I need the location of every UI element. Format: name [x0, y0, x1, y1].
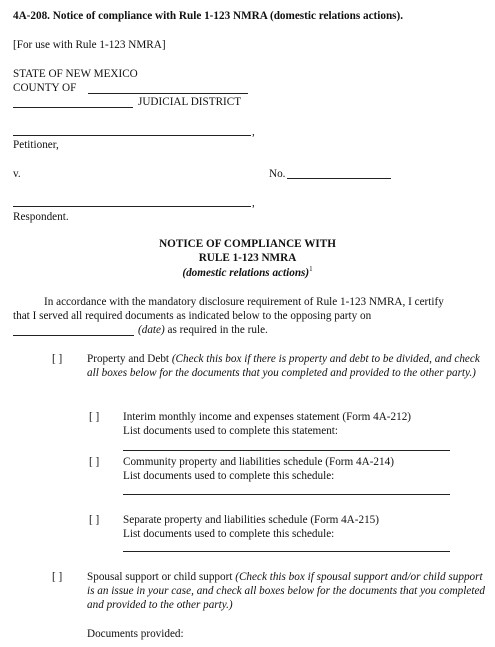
- property-debt-label: Property and Debt: [87, 353, 170, 365]
- case-number-blank[interactable]: [287, 178, 391, 179]
- state-label: STATE OF NEW MEXICO: [13, 68, 138, 80]
- use-note: [For use with Rule 1-123 NMRA]: [13, 39, 166, 51]
- income-expenses-checkbox[interactable]: [ ]: [89, 411, 100, 423]
- income-expenses-sub: List documents used to complete this statement:: [123, 425, 339, 437]
- service-date-blank[interactable]: [13, 335, 134, 336]
- community-property-title: Community property and liabilities schedule (Form 4A-214): [123, 456, 394, 468]
- form-heading: 4A-208. Notice of compliance with Rule 1-123 NMRA (domestic relations actions).: [13, 10, 404, 22]
- notice-title-line1: NOTICE OF COMPLIANCE WITH: [159, 238, 336, 250]
- separate-property-title: Separate property and liabilities schedule (Form 4A-215): [123, 514, 379, 526]
- separate-property-blank[interactable]: [123, 551, 450, 552]
- notice-title-line2: RULE 1-123 NMRA: [198, 252, 297, 264]
- support-note: (Check this box if spousal support and/or child support is an issue in your case, and check all boxes below for the documents that you completed and provided to the other party.): [87, 571, 486, 611]
- certify-line1: In accordance with the mandatory disclosure requirement of Rule 1-123 NMRA, I certify: [44, 296, 444, 308]
- date-suffix: as required in the rule.: [167, 324, 268, 336]
- respondent-comma: ,: [252, 197, 255, 209]
- petitioner-label: Petitioner,: [13, 139, 59, 151]
- community-property-checkbox[interactable]: [ ]: [89, 456, 100, 468]
- county-label: COUNTY OF: [13, 82, 77, 94]
- petitioner-blank[interactable]: [13, 135, 251, 136]
- separate-property-sub: List documents used to complete this schedule:: [123, 528, 335, 540]
- versus-label: v.: [13, 168, 21, 180]
- notice-subtitle: (domestic relations actions): [182, 267, 310, 279]
- property-debt-note: (Check this box if there is property and debt to be divided, and check all boxes below for the documents that you completed and provided to the other party.): [87, 353, 480, 379]
- support-checkbox[interactable]: [ ]: [52, 571, 63, 583]
- support-text: [87, 570, 485, 612]
- respondent-label: Respondent.: [13, 211, 69, 223]
- date-line: [138, 323, 268, 337]
- separate-property-checkbox[interactable]: [ ]: [89, 514, 100, 526]
- respondent-blank[interactable]: [13, 206, 251, 207]
- district-label: JUDICIAL DISTRICT: [138, 96, 242, 108]
- case-number-label: No.: [269, 168, 286, 180]
- property-debt-checkbox[interactable]: [ ]: [52, 353, 63, 365]
- income-expenses-title: Interim monthly income and expenses statement (Form 4A-212): [123, 411, 412, 423]
- date-label: (date): [138, 324, 165, 336]
- district-blank[interactable]: [13, 107, 133, 108]
- community-property-blank[interactable]: [123, 494, 450, 495]
- footnote-marker: 1: [309, 265, 313, 273]
- county-blank[interactable]: [88, 93, 248, 94]
- income-expenses-blank[interactable]: [123, 450, 450, 451]
- property-debt-text: [87, 352, 485, 380]
- petitioner-comma: ,: [252, 126, 255, 138]
- community-property-sub: List documents used to complete this schedule:: [123, 470, 335, 482]
- support-label: Spousal support or child support: [87, 571, 233, 583]
- notice-title-line3: [0, 265, 495, 280]
- certify-line2: that I served all required documents as indicated below to the opposing party on: [13, 310, 372, 322]
- documents-provided-label: Documents provided:: [87, 628, 184, 640]
